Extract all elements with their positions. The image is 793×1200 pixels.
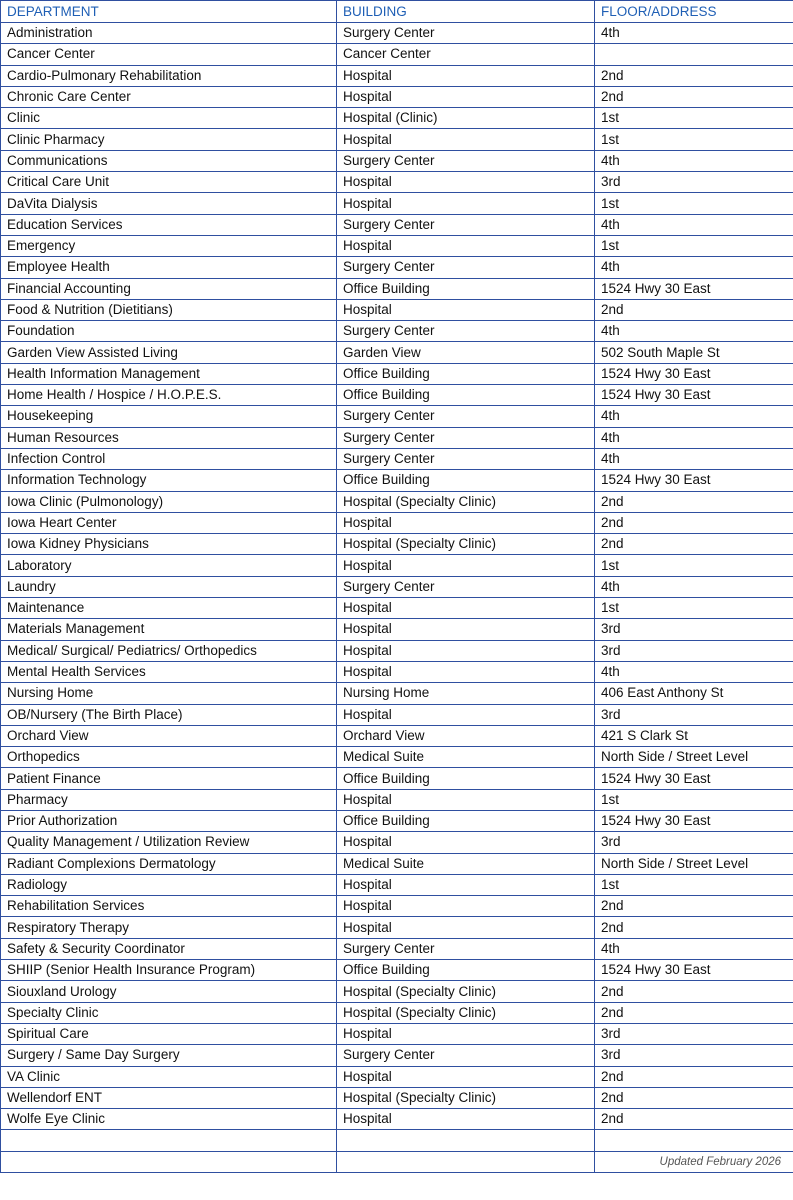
table-row xyxy=(1,299,793,320)
floor-address-cell: 1524 Hwy 30 East xyxy=(595,810,793,831)
floor-address-cell: 2nd xyxy=(595,981,793,1002)
floor-address-cell: 4th xyxy=(595,576,793,597)
column-header-floor-address: FLOOR/ADDRESS xyxy=(595,1,793,23)
building-cell: Hospital xyxy=(337,661,595,682)
department-cell: Housekeeping xyxy=(1,406,337,427)
building-cell: Surgery Center xyxy=(337,427,595,448)
department-cell: Orchard View xyxy=(1,725,337,746)
department-cell: Administration xyxy=(1,23,337,44)
floor-address-cell: 502 South Maple St xyxy=(595,342,793,363)
table-row xyxy=(1,193,793,214)
table-row xyxy=(1,321,793,342)
table-row xyxy=(1,874,793,895)
floor-address-cell: 2nd xyxy=(595,1109,793,1130)
building-cell: Surgery Center xyxy=(337,406,595,427)
department-cell xyxy=(1,1130,337,1151)
floor-address-cell: 406 East Anthony St xyxy=(595,683,793,704)
department-cell: Health Information Management xyxy=(1,363,337,384)
department-cell: Specialty Clinic xyxy=(1,1002,337,1023)
department-cell: Radiant Complexions Dermatology xyxy=(1,853,337,874)
department-cell: Clinic Pharmacy xyxy=(1,129,337,150)
floor-address-cell: 3rd xyxy=(595,704,793,725)
building-cell: Surgery Center xyxy=(337,448,595,469)
department-cell: Surgery / Same Day Surgery xyxy=(1,1045,337,1066)
department-cell: Nursing Home xyxy=(1,683,337,704)
table-row xyxy=(1,65,793,86)
table-row xyxy=(1,534,793,555)
building-cell: Surgery Center xyxy=(337,214,595,235)
table-row xyxy=(1,257,793,278)
floor-address-cell: 4th xyxy=(595,448,793,469)
table-row xyxy=(1,235,793,256)
table-row xyxy=(1,917,793,938)
floor-address-cell: 1st xyxy=(595,129,793,150)
floor-address-cell: 3rd xyxy=(595,1045,793,1066)
building-cell: Hospital (Specialty Clinic) xyxy=(337,981,595,1002)
table-row xyxy=(1,747,793,768)
floor-address-cell: 1524 Hwy 30 East xyxy=(595,960,793,981)
table-row xyxy=(1,23,793,44)
department-cell: Communications xyxy=(1,150,337,171)
table-row xyxy=(1,768,793,789)
building-cell: Hospital xyxy=(337,1066,595,1087)
floor-address-cell: 1st xyxy=(595,108,793,129)
department-cell: Respiratory Therapy xyxy=(1,917,337,938)
footer-row xyxy=(1,1151,793,1172)
empty-cell xyxy=(1,1151,337,1172)
building-cell: Hospital (Specialty Clinic) xyxy=(337,534,595,555)
table-row xyxy=(1,555,793,576)
floor-address-cell: 2nd xyxy=(595,1066,793,1087)
building-cell xyxy=(337,1130,595,1151)
floor-address-cell: 1524 Hwy 30 East xyxy=(595,385,793,406)
table-row xyxy=(1,385,793,406)
table-row xyxy=(1,1023,793,1044)
floor-address-cell: 421 S Clark St xyxy=(595,725,793,746)
table-row xyxy=(1,470,793,491)
building-cell: Surgery Center xyxy=(337,321,595,342)
department-cell: Cardio-Pulmonary Rehabilitation xyxy=(1,65,337,86)
table-row xyxy=(1,1066,793,1087)
department-cell: Radiology xyxy=(1,874,337,895)
floor-address-cell: 1st xyxy=(595,193,793,214)
building-cell: Hospital xyxy=(337,874,595,895)
table-row xyxy=(1,789,793,810)
table-row xyxy=(1,278,793,299)
table-row xyxy=(1,576,793,597)
building-cell: Hospital xyxy=(337,598,595,619)
floor-address-cell xyxy=(595,1130,793,1151)
building-cell: Office Building xyxy=(337,363,595,384)
table-row xyxy=(1,363,793,384)
department-cell: Siouxland Urology xyxy=(1,981,337,1002)
table-row xyxy=(1,108,793,129)
department-cell: Mental Health Services xyxy=(1,661,337,682)
floor-address-cell: North Side / Street Level xyxy=(595,747,793,768)
department-cell: Human Resources xyxy=(1,427,337,448)
building-cell: Hospital (Specialty Clinic) xyxy=(337,1087,595,1108)
department-cell: Employee Health xyxy=(1,257,337,278)
building-cell: Hospital xyxy=(337,129,595,150)
department-cell: Financial Accounting xyxy=(1,278,337,299)
department-cell: Iowa Kidney Physicians xyxy=(1,534,337,555)
table-row xyxy=(1,832,793,853)
building-cell: Hospital xyxy=(337,193,595,214)
department-cell: VA Clinic xyxy=(1,1066,337,1087)
building-cell: Surgery Center xyxy=(337,150,595,171)
building-cell: Surgery Center xyxy=(337,576,595,597)
building-cell: Hospital (Clinic) xyxy=(337,108,595,129)
table-row xyxy=(1,810,793,831)
updated-date-note: Updated February 2026 xyxy=(595,1151,793,1172)
table-row xyxy=(1,896,793,917)
column-header-building: BUILDING xyxy=(337,1,595,23)
floor-address-cell: 2nd xyxy=(595,1002,793,1023)
floor-address-cell: 4th xyxy=(595,661,793,682)
department-cell: Laboratory xyxy=(1,555,337,576)
table-row xyxy=(1,512,793,533)
table-row xyxy=(1,172,793,193)
header-row xyxy=(1,1,793,23)
building-cell: Hospital xyxy=(337,172,595,193)
department-cell: Patient Finance xyxy=(1,768,337,789)
building-cell: Hospital xyxy=(337,235,595,256)
table-row xyxy=(1,406,793,427)
table-row xyxy=(1,150,793,171)
building-cell: Office Building xyxy=(337,960,595,981)
table-row xyxy=(1,427,793,448)
floor-address-cell: 2nd xyxy=(595,299,793,320)
table-row xyxy=(1,640,793,661)
department-cell: DaVita Dialysis xyxy=(1,193,337,214)
building-cell: Hospital xyxy=(337,832,595,853)
department-cell: Information Technology xyxy=(1,470,337,491)
floor-address-cell: 3rd xyxy=(595,1023,793,1044)
floor-address-cell: 4th xyxy=(595,214,793,235)
table-row xyxy=(1,1130,793,1151)
department-cell: Pharmacy xyxy=(1,789,337,810)
floor-address-cell: North Side / Street Level xyxy=(595,853,793,874)
table-row xyxy=(1,86,793,107)
department-cell: Clinic xyxy=(1,108,337,129)
department-cell: Food & Nutrition (Dietitians) xyxy=(1,299,337,320)
building-cell: Surgery Center xyxy=(337,1045,595,1066)
table-row xyxy=(1,725,793,746)
empty-cell xyxy=(337,1151,595,1172)
floor-address-cell: 2nd xyxy=(595,512,793,533)
building-cell: Surgery Center xyxy=(337,938,595,959)
department-cell: Orthopedics xyxy=(1,747,337,768)
building-cell: Garden View xyxy=(337,342,595,363)
building-cell: Medical Suite xyxy=(337,747,595,768)
building-cell: Orchard View xyxy=(337,725,595,746)
building-cell: Office Building xyxy=(337,810,595,831)
table-row xyxy=(1,448,793,469)
building-cell: Hospital xyxy=(337,640,595,661)
floor-address-cell: 1524 Hwy 30 East xyxy=(595,768,793,789)
department-cell: Iowa Heart Center xyxy=(1,512,337,533)
building-cell: Nursing Home xyxy=(337,683,595,704)
building-cell: Hospital xyxy=(337,1109,595,1130)
building-cell: Office Building xyxy=(337,385,595,406)
department-cell: Wellendorf ENT xyxy=(1,1087,337,1108)
department-cell: Materials Management xyxy=(1,619,337,640)
department-cell: Foundation xyxy=(1,321,337,342)
building-cell: Hospital xyxy=(337,789,595,810)
floor-address-cell: 2nd xyxy=(595,917,793,938)
floor-address-cell: 1524 Hwy 30 East xyxy=(595,278,793,299)
floor-address-cell: 1524 Hwy 30 East xyxy=(595,363,793,384)
building-cell: Hospital xyxy=(337,619,595,640)
floor-address-cell xyxy=(595,44,793,65)
department-cell: Cancer Center xyxy=(1,44,337,65)
department-cell: Iowa Clinic (Pulmonology) xyxy=(1,491,337,512)
department-cell: Home Health / Hospice / H.O.P.E.S. xyxy=(1,385,337,406)
table-row xyxy=(1,129,793,150)
department-cell: Infection Control xyxy=(1,448,337,469)
table-row xyxy=(1,1109,793,1130)
department-cell: Spiritual Care xyxy=(1,1023,337,1044)
table-row xyxy=(1,342,793,363)
floor-address-cell: 4th xyxy=(595,427,793,448)
table-row xyxy=(1,1045,793,1066)
table-row xyxy=(1,960,793,981)
table-row xyxy=(1,598,793,619)
floor-address-cell: 1st xyxy=(595,874,793,895)
department-cell: Quality Management / Utilization Review xyxy=(1,832,337,853)
department-cell: SHIIP (Senior Health Insurance Program) xyxy=(1,960,337,981)
department-cell: Rehabilitation Services xyxy=(1,896,337,917)
floor-address-cell: 1st xyxy=(595,789,793,810)
department-cell: Education Services xyxy=(1,214,337,235)
floor-address-cell: 4th xyxy=(595,938,793,959)
floor-address-cell: 4th xyxy=(595,150,793,171)
floor-address-cell: 3rd xyxy=(595,619,793,640)
floor-address-cell: 1st xyxy=(595,598,793,619)
floor-address-cell: 4th xyxy=(595,406,793,427)
table-row xyxy=(1,661,793,682)
floor-address-cell: 3rd xyxy=(595,172,793,193)
floor-address-cell: 4th xyxy=(595,321,793,342)
table-row xyxy=(1,704,793,725)
table-row xyxy=(1,938,793,959)
department-cell: OB/Nursery (The Birth Place) xyxy=(1,704,337,725)
building-cell: Hospital xyxy=(337,555,595,576)
building-cell: Office Building xyxy=(337,470,595,491)
floor-address-cell: 1st xyxy=(595,555,793,576)
floor-address-cell: 2nd xyxy=(595,1087,793,1108)
department-cell: Laundry xyxy=(1,576,337,597)
table-row xyxy=(1,683,793,704)
floor-address-cell: 4th xyxy=(595,23,793,44)
table-row xyxy=(1,1087,793,1108)
building-cell: Hospital (Specialty Clinic) xyxy=(337,1002,595,1023)
building-cell: Surgery Center xyxy=(337,23,595,44)
building-cell: Cancer Center xyxy=(337,44,595,65)
building-cell: Hospital (Specialty Clinic) xyxy=(337,491,595,512)
floor-address-cell: 2nd xyxy=(595,86,793,107)
floor-address-cell: 2nd xyxy=(595,491,793,512)
building-cell: Hospital xyxy=(337,896,595,917)
department-cell: Wolfe Eye Clinic xyxy=(1,1109,337,1130)
building-cell: Surgery Center xyxy=(337,257,595,278)
building-cell: Hospital xyxy=(337,86,595,107)
table-row xyxy=(1,853,793,874)
department-cell: Garden View Assisted Living xyxy=(1,342,337,363)
floor-address-cell: 1524 Hwy 30 East xyxy=(595,470,793,491)
department-cell: Emergency xyxy=(1,235,337,256)
department-cell: Chronic Care Center xyxy=(1,86,337,107)
building-cell: Hospital xyxy=(337,917,595,938)
department-cell: Medical/ Surgical/ Pediatrics/ Orthopedics xyxy=(1,640,337,661)
building-cell: Hospital xyxy=(337,1023,595,1044)
table-row xyxy=(1,491,793,512)
building-cell: Medical Suite xyxy=(337,853,595,874)
department-cell: Safety & Security Coordinator xyxy=(1,938,337,959)
building-cell: Hospital xyxy=(337,704,595,725)
department-cell: Maintenance xyxy=(1,598,337,619)
floor-address-cell: 2nd xyxy=(595,896,793,917)
building-cell: Office Building xyxy=(337,768,595,789)
floor-address-cell: 3rd xyxy=(595,832,793,853)
floor-address-cell: 4th xyxy=(595,257,793,278)
table-row xyxy=(1,619,793,640)
building-cell: Hospital xyxy=(337,512,595,533)
table-row xyxy=(1,1002,793,1023)
department-cell: Critical Care Unit xyxy=(1,172,337,193)
floor-address-cell: 2nd xyxy=(595,534,793,555)
column-header-department: DEPARTMENT xyxy=(1,1,337,23)
table-row xyxy=(1,44,793,65)
building-cell: Hospital xyxy=(337,299,595,320)
floor-address-cell: 3rd xyxy=(595,640,793,661)
floor-address-cell: 2nd xyxy=(595,65,793,86)
table-row xyxy=(1,981,793,1002)
building-cell: Hospital xyxy=(337,65,595,86)
table-row xyxy=(1,214,793,235)
department-cell: Prior Authorization xyxy=(1,810,337,831)
floor-address-cell: 1st xyxy=(595,235,793,256)
building-cell: Office Building xyxy=(337,278,595,299)
